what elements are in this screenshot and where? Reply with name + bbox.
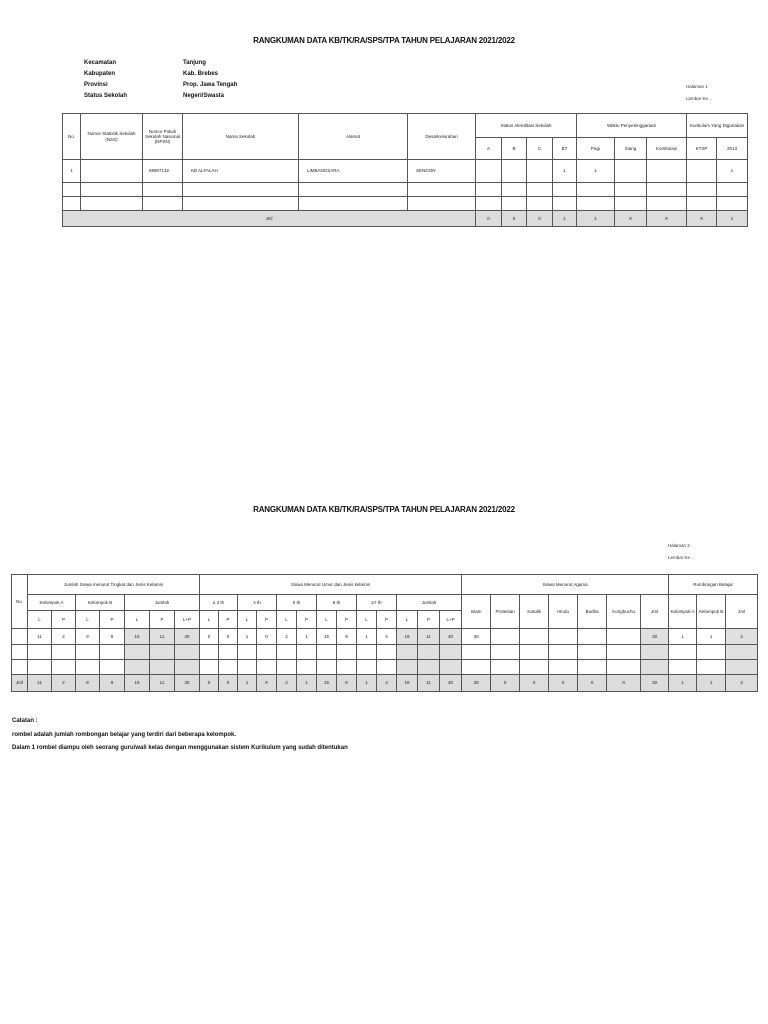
- total-value: 19: [397, 675, 418, 692]
- total-value: 0: [520, 675, 549, 692]
- page1-halaman: Halaman 1: [686, 84, 708, 89]
- info-value-status: Negeri/Swasta: [183, 93, 225, 99]
- hdr2-l: L: [238, 611, 257, 629]
- hdr-no: No.: [63, 114, 81, 160]
- total-value: 30: [440, 675, 462, 692]
- hdr2-siswa-umur: Siswa Menurut Umur dan Jenis kelamin: [200, 575, 462, 595]
- cell-value: 8: [76, 629, 100, 645]
- cell-value: [549, 629, 578, 645]
- hdr2-l: L: [125, 611, 150, 629]
- total-value: 4: [377, 675, 397, 692]
- total-value: 2: [726, 675, 758, 692]
- hdr2-rjml: Jml: [726, 595, 758, 629]
- total-value: 0: [219, 675, 238, 692]
- total-value: 0: [607, 675, 641, 692]
- cell-nama: KB ALFALAH: [183, 160, 299, 183]
- cell-value: [578, 629, 607, 645]
- total-b: 0: [502, 211, 527, 227]
- hdr2-ujumlah: Jumlah: [397, 595, 462, 611]
- total-siang: 0: [615, 211, 647, 227]
- hdr-siang: Siang: [615, 138, 647, 160]
- cell-value: 1: [297, 629, 317, 645]
- cell-value: 2: [277, 629, 297, 645]
- cell-value: [491, 629, 520, 645]
- cell-value: 30: [641, 629, 669, 645]
- hdr2-jumlah-siswa: Jumlah Siswa menurut Tingkat dan Jenis Kelamin: [28, 575, 200, 595]
- hdr2-katolik: Katolik: [520, 595, 549, 629]
- page1-table: [62, 113, 748, 227]
- notes-heading: Catatan :: [12, 718, 38, 724]
- info-label-status: Status Sekolah: [84, 93, 128, 99]
- total-value: 0: [578, 675, 607, 692]
- cell-value: 8: [337, 629, 357, 645]
- hdr2-kelompok-a: Kelompok A: [28, 595, 76, 611]
- hdr2-jml-agama: Jml: [641, 595, 669, 629]
- hdr2-konghuchu: Konghuchu: [607, 595, 641, 629]
- cell-desa: SENGON: [408, 160, 476, 183]
- total-value: 19: [125, 675, 150, 692]
- cell-value: 11: [418, 629, 440, 645]
- page2-table: [11, 574, 758, 692]
- cell-kombinasi: [647, 160, 687, 183]
- hdr2-l: L: [200, 611, 219, 629]
- total-pagi: 1: [577, 211, 615, 227]
- info-value-provinsi: Prop. Jawa Tengah: [183, 82, 238, 88]
- total-row: [63, 211, 748, 227]
- total-c: 0: [527, 211, 553, 227]
- hdr2-l: L: [28, 611, 52, 629]
- hdr2-p: P: [150, 611, 175, 629]
- total-value: 30: [641, 675, 669, 692]
- cell-value: 30: [175, 629, 200, 645]
- cell-value: 9: [100, 629, 125, 645]
- table-row-empty: [63, 197, 748, 211]
- hdr2-kelompok-b: Kelompok B: [76, 595, 125, 611]
- hdr-ktsp: KTSP: [687, 138, 717, 160]
- hdr2-p: P: [100, 611, 125, 629]
- page2-halaman: Halaman 2: [668, 543, 690, 548]
- cell-pagi: 1: [577, 160, 615, 183]
- hdr-kurikulum: Kurikulum Yang Digunakan: [687, 114, 748, 138]
- hdr-waktu: Waktu Penyelenggaraan: [577, 114, 687, 138]
- hdr-alamat: Alamat: [299, 114, 408, 160]
- table-row-empty: [12, 660, 758, 675]
- table-row-empty: [12, 645, 758, 660]
- table-row-empty: [63, 183, 748, 197]
- cell-b: [502, 160, 527, 183]
- total-value: 0: [549, 675, 578, 692]
- hdr-npsn: Nomor Pokok Sekolah Nasional (NPSN): [143, 114, 183, 160]
- total-value: 11: [418, 675, 440, 692]
- hdr2-lp: L+P: [440, 611, 462, 629]
- cell-value: [520, 629, 549, 645]
- hdr2-rk-a: Kelompok A: [669, 595, 697, 629]
- hdr2-l: L: [317, 611, 337, 629]
- info-value-kecamatan: Tanjung: [183, 60, 206, 66]
- total-value: 1: [238, 675, 257, 692]
- cell-no: 1: [63, 160, 81, 183]
- hdr2-l: L: [397, 611, 418, 629]
- cell-alamat: LIMBANGSARA: [299, 160, 408, 183]
- hdr2-l: L: [76, 611, 100, 629]
- cell-value: 4: [377, 629, 397, 645]
- cell-bt: 1: [553, 160, 577, 183]
- cell-value: 1: [357, 629, 377, 645]
- table-row: [63, 160, 748, 183]
- cell-value: [607, 629, 641, 645]
- total-value: 8: [337, 675, 357, 692]
- hdr-2013: 2013: [717, 138, 748, 160]
- cell-2013: 1: [717, 160, 748, 183]
- cell-value: 0: [200, 629, 219, 645]
- hdr2-no: No.: [12, 575, 28, 629]
- hdr2-p: P: [377, 611, 397, 629]
- total-value: 2: [277, 675, 297, 692]
- info-label-provinsi: Provinsi: [84, 82, 108, 88]
- total-row: [12, 675, 758, 692]
- hdr2-u6: 6 th: [317, 595, 357, 611]
- total-value: 0: [257, 675, 277, 692]
- cell-value: 30: [440, 629, 462, 645]
- hdr2-u7: ≥7 th: [357, 595, 397, 611]
- hdr-akreditasi: Status Akreditasi Sekolah: [476, 114, 577, 138]
- total-value: 1: [357, 675, 377, 692]
- cell-value: 2: [726, 629, 758, 645]
- total-kombinasi: 0: [647, 211, 687, 227]
- cell-c: [527, 160, 553, 183]
- total-2013: 1: [717, 211, 748, 227]
- cell-value: 15: [317, 629, 337, 645]
- total-value: 15: [317, 675, 337, 692]
- hdr2-siswa-agama: Siswa Menurut Agama: [462, 575, 669, 595]
- cell-value: 0: [219, 629, 238, 645]
- hdr2-u4: 4 th: [238, 595, 277, 611]
- hdr2-p: P: [337, 611, 357, 629]
- hdr-desa: Desa/Kelurahan: [408, 114, 476, 160]
- info-label-kabupaten: Kabupaten: [84, 71, 116, 77]
- cell-value: 30: [462, 629, 491, 645]
- hdr-kombinasi: Kombinasi: [647, 138, 687, 160]
- hdr2-jumlah: Jumlah: [125, 595, 200, 611]
- hdr2-p: P: [219, 611, 238, 629]
- cell-value: 11: [28, 629, 52, 645]
- hdr2-lp: L+P: [175, 611, 200, 629]
- cell-ktsp: [687, 160, 717, 183]
- hdr-b: B: [502, 138, 527, 160]
- total-value: 0: [200, 675, 219, 692]
- info-label-kecamatan: Kecamatan: [84, 60, 117, 66]
- hdr-nss: Nomor Statistik Sekolah (NSS): [81, 114, 143, 160]
- cell-nss: [81, 160, 143, 183]
- cell-siang: [615, 160, 647, 183]
- hdr2-hindu: Hindu: [549, 595, 578, 629]
- info-value-kabupaten: Kab. Brebes: [183, 71, 219, 77]
- total-value: 0: [491, 675, 520, 692]
- cell-value: 0: [257, 629, 277, 645]
- cell-value: 11: [150, 629, 175, 645]
- table-row: [12, 629, 758, 645]
- cell-npsn: 69907132: [143, 160, 183, 183]
- cell-value: 1: [669, 629, 697, 645]
- notes-line-2: Dalam 1 rombel diampu oleh seorang guru/wali kelas dengan menggunakan sistem Kurikulum yang sudah ditentukan: [12, 745, 348, 751]
- total-value: 1: [669, 675, 697, 692]
- hdr2-p: P: [418, 611, 440, 629]
- hdr-c: C: [527, 138, 553, 160]
- hdr2-rk-b: Kelompok B: [697, 595, 726, 629]
- cell-value: 1: [238, 629, 257, 645]
- hdr2-p: P: [257, 611, 277, 629]
- total-label: Jml: [63, 211, 476, 227]
- page2-title: RANGKUMAN DATA KB/TK/RA/SPS/TPA TAHUN PELAJARAN 2021/2022: [253, 505, 515, 514]
- total2-label: Jml: [12, 675, 28, 692]
- hdr-a: A: [476, 138, 502, 160]
- total-value: 9: [100, 675, 125, 692]
- page1-title: RANGKUMAN DATA KB/TK/RA/SPS/TPA TAHUN PELAJARAN 2021/2022: [253, 36, 515, 45]
- total-value: 30: [175, 675, 200, 692]
- page2-lembar: Lembar Ke ..: [668, 555, 694, 560]
- total-bt: 1: [553, 211, 577, 227]
- total-value: 2: [52, 675, 76, 692]
- total-value: 11: [150, 675, 175, 692]
- hdr2-u5: 5 th: [277, 595, 317, 611]
- cell-value: 1: [697, 629, 726, 645]
- hdr2-islam: Islam: [462, 595, 491, 629]
- hdr2-rombel: Rombongan Belajar: [669, 575, 758, 595]
- page1-lembar: Lembar Ke ..: [686, 96, 712, 101]
- hdr2-p: P: [297, 611, 317, 629]
- total-value: 30: [462, 675, 491, 692]
- total-value: 8: [76, 675, 100, 692]
- cell-value: 2: [52, 629, 76, 645]
- hdr-nama: Nama Sekolah: [183, 114, 299, 160]
- total-value: 1: [697, 675, 726, 692]
- hdr2-p: P: [52, 611, 76, 629]
- hdr2-protestan: Protestan: [491, 595, 520, 629]
- total-a: 0: [476, 211, 502, 227]
- cell-a: [476, 160, 502, 183]
- total-ktsp: 0: [687, 211, 717, 227]
- hdr2-budha: Budha: [578, 595, 607, 629]
- hdr2-l: L: [357, 611, 377, 629]
- total-value: 11: [28, 675, 52, 692]
- notes-line-1: rombel adalah jumlah rombongan belajar yang terdiri dari beberapa kelompok.: [12, 732, 237, 738]
- hdr-pagi: Pagi: [577, 138, 615, 160]
- total-value: 1: [297, 675, 317, 692]
- cell-value: 19: [397, 629, 418, 645]
- hdr-bt: BT: [553, 138, 577, 160]
- cell-value: 19: [125, 629, 150, 645]
- hdr2-u3: ≤ 3 th: [200, 595, 238, 611]
- hdr2-l: L: [277, 611, 297, 629]
